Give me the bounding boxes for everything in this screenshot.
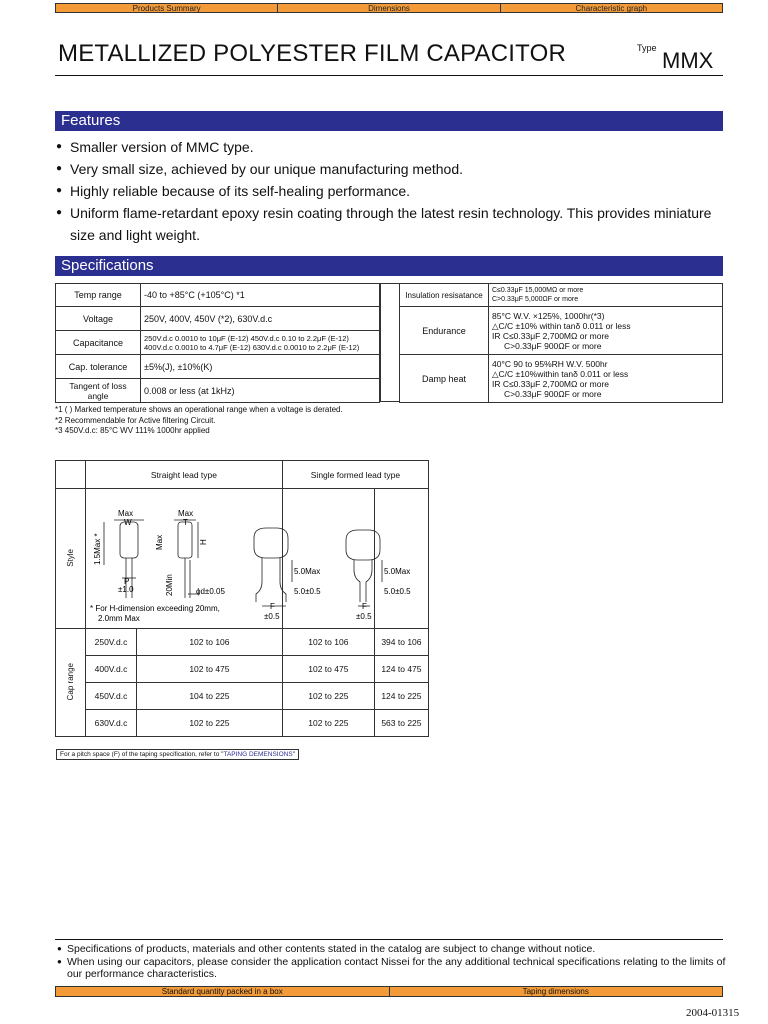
insulation-label: Insulation resisatance (400, 284, 489, 307)
tan-loss-label: Tangent of loss angle (56, 379, 141, 403)
single-b-range-cell: 124 to 475 (374, 656, 428, 683)
spec-notes (55, 405, 343, 437)
capacitor-body (254, 528, 288, 558)
endurance-value (489, 307, 723, 355)
diagram-note: 2.0mm Max (98, 614, 140, 623)
spec-table-right (399, 283, 723, 403)
insulation-line: C≤0.33μF 15,000MΩ or more (492, 287, 584, 294)
straight-range-cell: 102 to 225 (137, 710, 283, 737)
single-lead-a-diagram (246, 490, 336, 626)
top-nav (55, 3, 723, 13)
dim-w: W (124, 518, 132, 527)
specifications-heading: Specifications (55, 256, 723, 276)
footer-rule (55, 939, 723, 940)
bottom-nav (55, 986, 723, 997)
temp-range-value: -40 to +85°C (+105°C) *1 (141, 284, 380, 307)
dim-lead-min: 20Min (165, 574, 174, 596)
dim-max-t: Max (178, 509, 194, 518)
type-label: Type (637, 43, 657, 53)
spec-table-left (55, 283, 380, 403)
footer-note: ● Specifications of products, materials and other contents stated in the catalog are subject to change without notice. (57, 943, 727, 956)
damp-heat-line: △C/C ±10%within tanδ 0.011 or less (492, 368, 629, 379)
features-heading: Features (55, 111, 723, 131)
endurance-line: IR C≤0.33μF 2,700MΩ or more (492, 330, 610, 341)
dim-h: H (199, 539, 208, 545)
title-rule (55, 75, 723, 76)
damp-heat-line: C>0.33μF 900ΩF or more (504, 388, 602, 399)
taping-note-suffix: " (292, 751, 295, 758)
straight-lead-diagram (86, 490, 244, 626)
voltage-cell: 400V.d.c (86, 656, 137, 683)
dim-b-f-tol: ±0.5 (356, 612, 372, 621)
capacitance-line: 250V.d.c 0.0010 to 10μF (E-12) 450V.d.c 0.10 to 2.2μF (E-12) (144, 333, 349, 343)
tan-loss-value: 0.008 or less (at 1kHz) (141, 379, 380, 403)
dim-side-max: 1.5Max * (93, 533, 102, 565)
single-lead-b-diagram (338, 490, 428, 626)
capacitance-line: 400V.d.c 0.0010 to 4.7μF (E-12) 630V.d.c 0.0010 to 2.2μF (E-12) (144, 342, 360, 352)
dim-max-w: Max (118, 509, 134, 518)
voltage-cell: 630V.d.c (86, 710, 137, 737)
cap-tolerance-label: Cap. tolerance (56, 355, 141, 379)
cap-range-row-label: Cap range (56, 629, 86, 737)
feature-item: ● Smaller version of MMC type. (56, 136, 736, 158)
dim-b-f: F (362, 602, 367, 611)
features-list (56, 136, 736, 246)
page-title: METALLIZED POLYESTER FILM CAPACITOR (58, 40, 566, 67)
dim-b-p: 5.0±0.5 (384, 587, 411, 596)
dim-a-p: 5.0±0.5 (294, 587, 321, 596)
damp-heat-label: Damp heat (400, 355, 489, 403)
capacitor-body (346, 530, 380, 560)
endurance-line: C>0.33μF 900ΩF or more (504, 340, 602, 351)
straight-lead-header: Straight lead type (86, 461, 283, 489)
capacitor-side-body (178, 522, 192, 558)
tab-dimensions[interactable]: Dimensions (278, 3, 500, 13)
dim-p: P (124, 577, 130, 586)
document-number: 2004-01315 (686, 1007, 740, 1019)
damp-heat-value (489, 355, 723, 403)
damp-heat-line: IR C≤0.33μF 2,700MΩ or more (492, 378, 610, 389)
capacitor-front-body (120, 522, 138, 558)
footer-notes (57, 943, 727, 981)
taping-note-prefix: For a pitch space (F) of the taping specification, refer to " (60, 751, 224, 758)
damp-heat-line: 40°C 90 to 95%RH W.V. 500hr (492, 358, 608, 369)
dim-p-tol: ±1.0 (118, 585, 134, 594)
single-b-range-cell: 563 to 225 (374, 710, 428, 737)
capacitance-value (141, 331, 380, 355)
straight-range-cell: 102 to 106 (137, 629, 283, 656)
dim-a-f-tol: ±0.5 (264, 612, 280, 621)
voltage-cell: 250V.d.c (86, 629, 137, 656)
feature-item: ● Uniform flame-retardant epoxy resin coating through the latest resin technology. This provides miniature size and light weight. (56, 202, 736, 246)
style-row-label: Style (56, 489, 86, 629)
voltage-cell: 450V.d.c (86, 683, 137, 710)
single-a-range-cell: 102 to 475 (282, 656, 374, 683)
dim-a-f: F (270, 602, 275, 611)
tab-standard-quantity[interactable]: Standard quantity packed in a box (55, 986, 390, 997)
straight-range-cell: 102 to 475 (137, 656, 283, 683)
dim-lead-diameter: ϕd±0.05 (196, 587, 225, 596)
voltage-value: 250V, 400V, 450V (*2), 630V.d.c (141, 307, 380, 331)
endurance-line: △C/C ±10% within tanδ 0.011 or less (492, 320, 631, 331)
straight-range-cell: 104 to 225 (137, 683, 283, 710)
feature-item: ● Very small size, achieved by our unique manufacturing method. (56, 158, 736, 180)
single-b-range-cell: 124 to 225 (374, 683, 428, 710)
single-a-range-cell: 102 to 106 (282, 629, 374, 656)
insulation-value (489, 284, 723, 307)
tab-characteristic-graph[interactable]: Characteristic graph (501, 3, 723, 13)
endurance-label: Endurance (400, 307, 489, 355)
dim-a-h: 5.0Max (294, 567, 321, 576)
feature-item: ● Highly reliable because of its self-healing performance. (56, 180, 736, 202)
spec-note: *1 ( ) Marked temperature shows an operational range when a voltage is derated. (55, 405, 343, 414)
spec-note: *2 Recommendable for Active filtering Circuit. (55, 415, 216, 425)
taping-dimensions-link[interactable]: TAPING DEMENSIONS (223, 751, 293, 758)
spec-divider (380, 283, 400, 402)
footer-note: ● When using our capacitors, please consider the application contact Nissei for the any additional technical specifications relating to the limits of our performance characteristics. (57, 956, 727, 981)
dim-max-h: Max (155, 534, 164, 550)
temp-range-label: Temp range (56, 284, 141, 307)
dim-b-h: 5.0Max (384, 567, 411, 576)
single-a-range-cell: 102 to 225 (282, 683, 374, 710)
single-lead-header: Single formed lead type (282, 461, 428, 489)
tab-taping-dimensions[interactable]: Taping dimensions (390, 986, 724, 997)
taping-note (56, 749, 299, 760)
spec-note: *3 450V.d.c: 85°C WV 111% 1000hr applied (55, 426, 210, 435)
voltage-label: Voltage (56, 307, 141, 331)
capacitance-label: Capacitance (56, 331, 141, 355)
cap-tolerance-value: ±5%(J), ±10%(K) (141, 355, 380, 379)
diagram-note: * For H-dimension exceeding 20mm, (90, 604, 220, 613)
type-code: MMX (662, 48, 714, 73)
endurance-line: 85°C W.V. ×125%, 1000hr(*3) (492, 310, 605, 321)
insulation-line: C>0.33μF 5,000ΩF or more (492, 296, 579, 303)
tab-products-summary[interactable]: Products Summary (55, 3, 278, 13)
single-a-range-cell: 102 to 225 (282, 710, 374, 737)
single-b-range-cell: 394 to 106 (374, 629, 428, 656)
dim-t: T (183, 518, 188, 527)
